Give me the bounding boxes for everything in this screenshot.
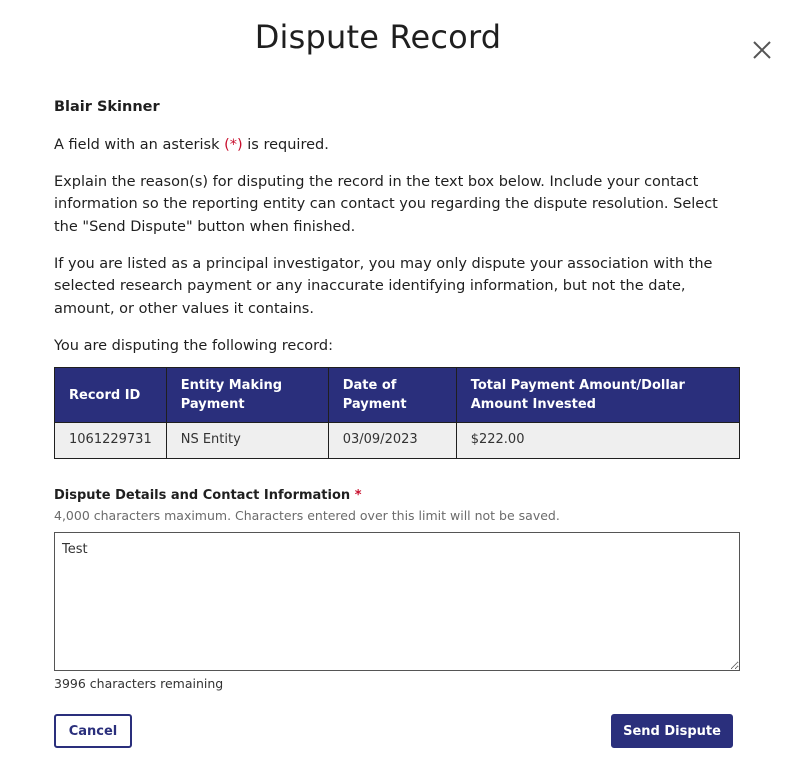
column-header-entity: Entity Making Payment bbox=[166, 368, 328, 423]
required-notice-before: A field with an asterisk bbox=[54, 136, 225, 153]
dispute-field-label bbox=[54, 487, 362, 505]
record-table bbox=[54, 367, 740, 459]
cancel-button[interactable]: Cancel bbox=[54, 714, 132, 748]
send-dispute-button[interactable]: Send Dispute bbox=[611, 714, 733, 748]
characters-remaining: 3996 characters remaining bbox=[54, 676, 224, 691]
dialog-body bbox=[54, 96, 744, 459]
cell-entity: NS Entity bbox=[166, 423, 328, 459]
close-button[interactable] bbox=[750, 38, 774, 62]
table-header-row bbox=[55, 368, 740, 423]
dispute-field-label-text: Dispute Details and Contact Information bbox=[54, 488, 351, 503]
close-icon[interactable] bbox=[750, 38, 774, 62]
required-notice-after: is required. bbox=[242, 136, 329, 153]
cell-record-id: 1061229731 bbox=[55, 423, 167, 459]
column-header-record-id: Record ID bbox=[55, 368, 167, 423]
cell-date: 03/09/2023 bbox=[328, 423, 456, 459]
dialog-title: Dispute Record bbox=[254, 18, 502, 56]
required-marker: (*) bbox=[224, 136, 243, 153]
dispute-field-hint: 4,000 characters maximum. Characters entered over this limit will not be saved. bbox=[54, 508, 560, 523]
dispute-details-textarea[interactable] bbox=[54, 532, 740, 671]
instructions-text: Explain the reason(s) for disputing the record in the text box below. Include your contact information so the reporting entity can contact you regarding the dispute resolution. Select the "Send Dispute" button when finished. bbox=[54, 173, 718, 235]
dispute-field-required-marker: * bbox=[354, 488, 362, 503]
cell-amount: $222.00 bbox=[456, 423, 739, 459]
table-row bbox=[55, 423, 740, 459]
required-notice bbox=[54, 134, 744, 157]
column-header-amount: Total Payment Amount/Dollar Amount Invested bbox=[456, 368, 739, 423]
table-intro: You are disputing the following record: bbox=[54, 337, 333, 354]
record-holder-name: Blair Skinner bbox=[54, 99, 160, 115]
column-header-date: Date of Payment bbox=[328, 368, 456, 423]
principal-investigator-note: If you are listed as a principal investigator, you may only dispute your association with the selected research payment or any inaccurate identifying information, but not the date, amount, or other values it contains. bbox=[54, 255, 713, 317]
dispute-textarea-wrapper bbox=[54, 532, 740, 671]
